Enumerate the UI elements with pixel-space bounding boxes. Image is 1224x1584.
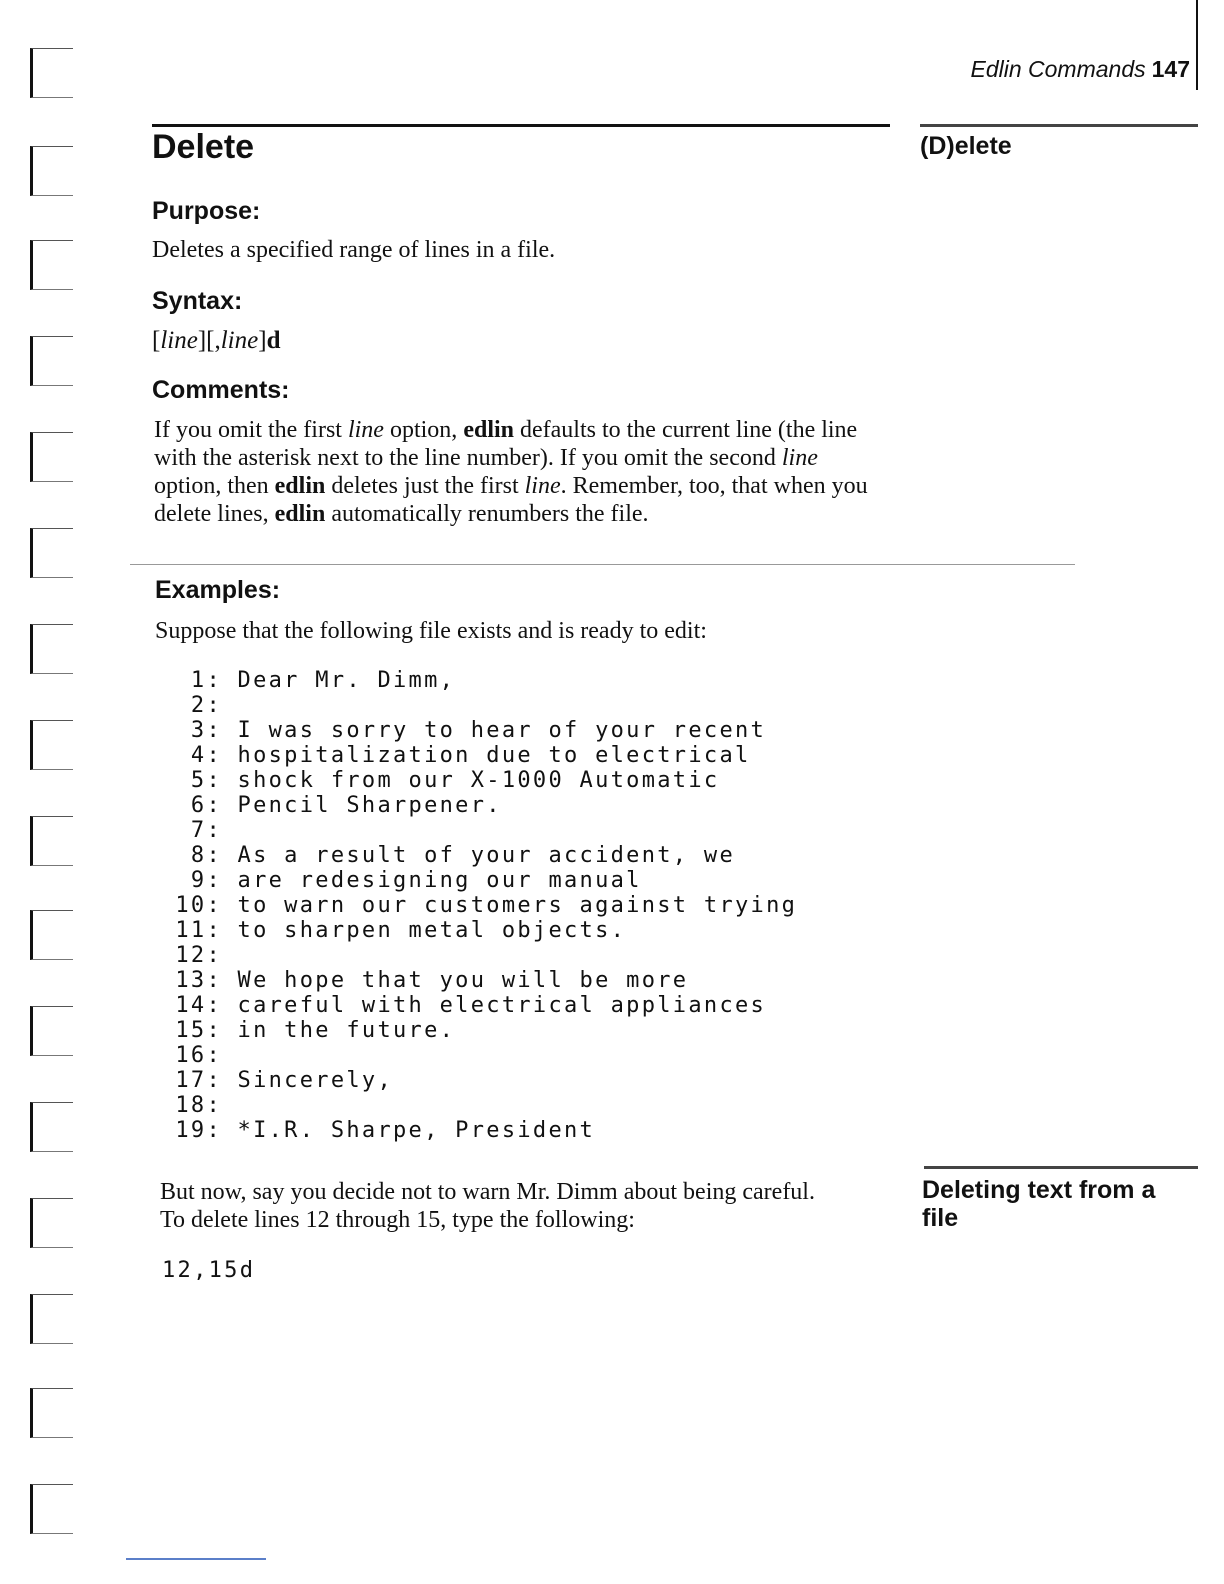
line-number: 1: [190,668,222,693]
line-text: to sharpen metal objects. [237,918,627,943]
binder-bracket [30,48,73,98]
line-text: careful with electrical appliances [237,993,767,1018]
example-file-listing [160,668,797,1143]
comments-text: If you omit the first line option, edlin defaults to the current line (the line with the asterisk next to the line number). If you omit the second line option, then edlin deletes just the first line. Remember, too, that when you delete lines, edlin automatically renumbers the file. [154,417,868,527]
syntax-command: d [266,327,281,354]
side-note: Deleting text from a file [922,1176,1156,1232]
line-number: 14: [175,993,222,1018]
followup-text: But now, say you decide not to warn Mr. Dimm about being careful. To delete lines 12 through 15, type the following: [160,1179,815,1233]
binder-bracket [30,1006,73,1056]
line-text: Sincerely, [237,1068,393,1093]
line-number: 17: [175,1068,222,1093]
binder-bracket [30,336,73,386]
running-head [970,56,1190,83]
page-title: Delete [152,128,255,166]
line-number: 3: [190,718,222,743]
examples-heading: Examples: [155,576,281,604]
line-number: 9: [190,868,222,893]
binder-bracket [30,1294,73,1344]
line-text: Pencil Sharpener. [237,793,502,818]
binder-bracket [30,720,73,770]
line-number: 13: [175,968,222,993]
binder-bracket [30,910,73,960]
binder-bracket [30,624,73,674]
code-line [160,1093,797,1118]
code-line [160,868,797,893]
syntax-bracket: ] [258,327,267,354]
binder-bracket [30,816,73,866]
code-line [160,1043,797,1068]
footer-rule [126,1558,266,1560]
syntax-heading: Syntax: [152,287,243,315]
line-number: 15: [175,1018,222,1043]
comments-heading: Comments: [152,376,290,404]
code-line [160,768,797,793]
line-number: 19: [175,1118,222,1143]
syntax-bracket: ][, [197,327,221,354]
line-text: shock from our X-1000 Automatic [237,768,720,793]
example-command: 12,15d [162,1258,256,1283]
code-line [160,943,797,968]
binder-bracket [30,1484,73,1534]
line-number: 18: [175,1093,222,1118]
code-line [160,893,797,918]
title-rule [152,124,890,127]
line-number: 2: [190,693,222,718]
code-line [160,743,797,768]
binder-bracket [30,146,73,196]
line-text: are redesigning our manual [237,868,642,893]
line-number: 7: [190,818,222,843]
syntax-line [152,327,280,355]
line-number: 6: [190,793,222,818]
code-line [160,993,797,1018]
line-text: We hope that you will be more [237,968,689,993]
line-number: 11: [175,918,222,943]
line-number: 4: [190,743,222,768]
line-text: I was sorry to hear of your recent [237,718,767,743]
line-number: 8: [190,843,222,868]
purpose-heading: Purpose: [152,197,261,225]
examples-intro: Suppose that the following file exists and is ready to edit: [155,618,707,644]
side-title-rule [920,124,1198,127]
code-line [160,843,797,868]
code-line [160,918,797,943]
section-title: Edlin Commands [970,56,1146,82]
code-line [160,718,797,743]
code-line [160,1018,797,1043]
code-line [160,693,797,718]
section-divider [130,564,1075,565]
binder-bracket [30,1388,73,1438]
binder-bracket [30,1102,73,1152]
line-number: 16: [175,1043,222,1068]
binder-bracket [30,432,73,482]
syntax-bracket: [ [152,327,161,354]
binder-bracket [30,528,73,578]
line-text: to warn our customers against trying [237,893,798,918]
line-text: in the future. [237,1018,456,1043]
binder-bracket [30,240,73,290]
line-text: Dear Mr. Dimm, [237,668,456,693]
line-number: 10: [175,893,222,918]
syntax-line-param: line [220,327,259,354]
code-line [160,818,797,843]
line-text: *I.R. Sharpe, President [237,1118,596,1143]
side-title: (D)elete [920,132,1012,160]
line-text: As a result of your accident, we [237,843,735,868]
side-note-rule [924,1166,1198,1169]
line-number: 12: [175,943,222,968]
code-line [160,793,797,818]
syntax-line-param: line [160,327,198,354]
line-number: 5: [190,768,222,793]
code-line [160,968,797,993]
line-text: hospitalization due to electrical [237,743,751,768]
code-line [160,668,797,693]
code-line [160,1118,797,1143]
page-edge-rule [1196,0,1198,90]
page-number: 147 [1151,56,1190,82]
code-line [160,1068,797,1093]
binder-bracket [30,1198,73,1248]
purpose-text: Deletes a specified range of lines in a file. [152,237,556,263]
